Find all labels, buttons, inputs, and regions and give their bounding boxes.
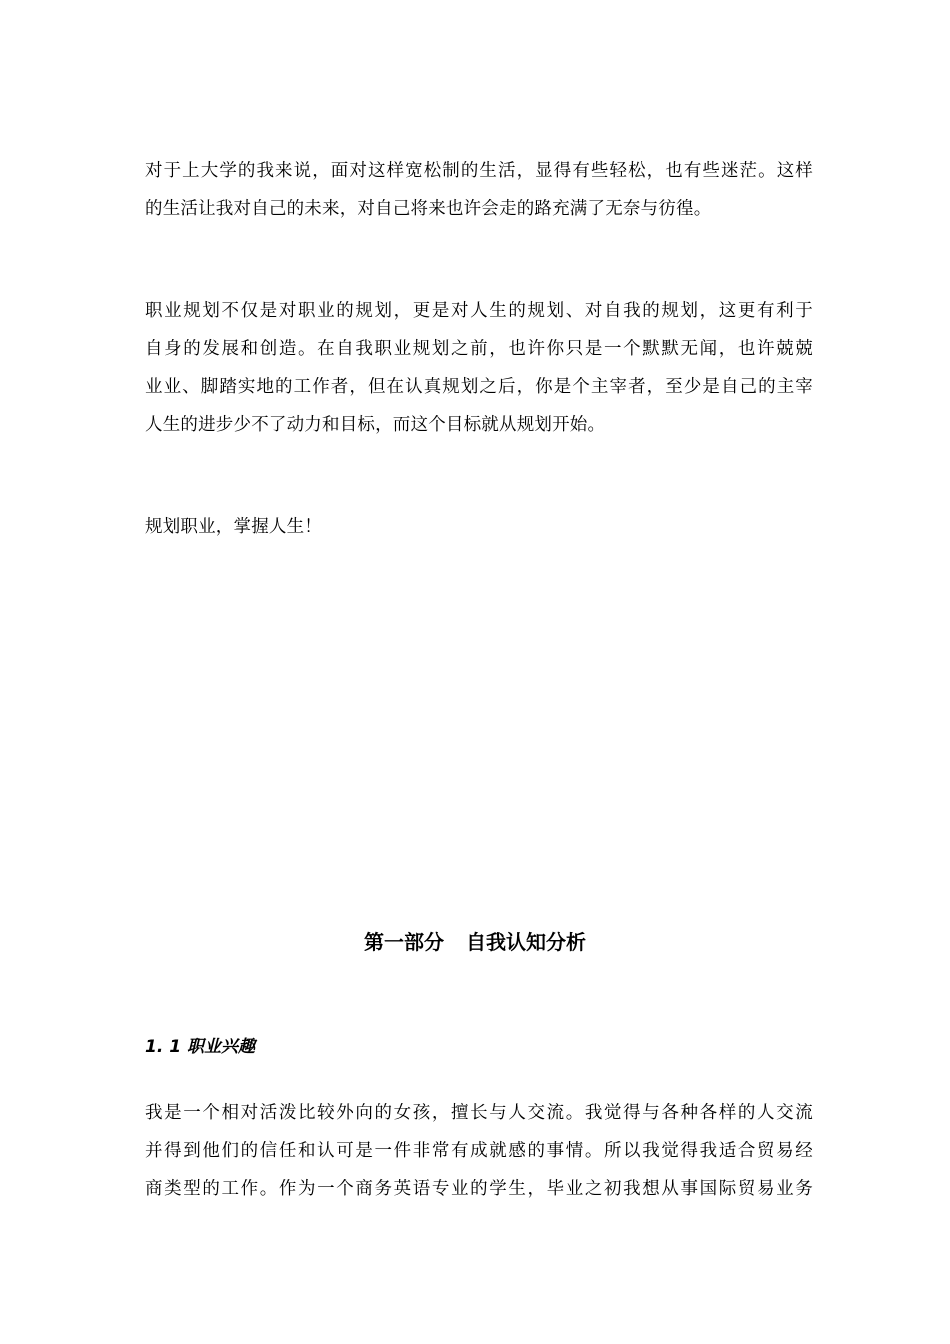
text-line: 商类型的工作。作为一个商务英语专业的学生，毕业之初我想从事国际贸易业务: [145, 1179, 813, 1199]
text-line: 的生活让我对自己的未来，对自己将来也许会走的路充满了无奈与彷徨。: [145, 199, 712, 219]
section-title-part: 第一部分: [364, 930, 444, 954]
intro-paragraph-2: [145, 292, 813, 444]
intro-paragraph-1: [145, 152, 813, 228]
career-interest-paragraph: [145, 1094, 813, 1208]
text-line: 人生的进步少不了动力和目标，而这个目标就从规划开始。: [145, 415, 606, 435]
section-title: [0, 926, 950, 958]
text-line: 职业规划不仅是对职业的规划，更是对人生的规划、对自我的规划，这更有利于: [145, 301, 813, 321]
text-line: 我是一个相对活泼比较外向的女孩，擅长与人交流。我觉得与各种各样的人交流: [145, 1103, 813, 1123]
text-line: 规划职业，掌握人生！: [145, 517, 322, 537]
text-line: 对于上大学的我来说，面对这样宽松制的生活，显得有些轻松，也有些迷茫。这样: [145, 161, 813, 181]
section-title-name: 自我认知分析: [466, 930, 586, 954]
text-line: 自身的发展和创造。在自我职业规划之前，也许你只是一个默默无闻，也许兢兢: [145, 339, 813, 359]
subheading-career-interest: 1. 1 职业兴趣: [145, 1037, 255, 1057]
slogan: [145, 508, 813, 546]
text-line: 并得到他们的信任和认可是一件非常有成就感的事情。所以我觉得我适合贸易经: [145, 1141, 813, 1161]
text-line: 业业、脚踏实地的工作者，但在认真规划之后，你是个主宰者，至少是自己的主宰: [145, 377, 813, 397]
